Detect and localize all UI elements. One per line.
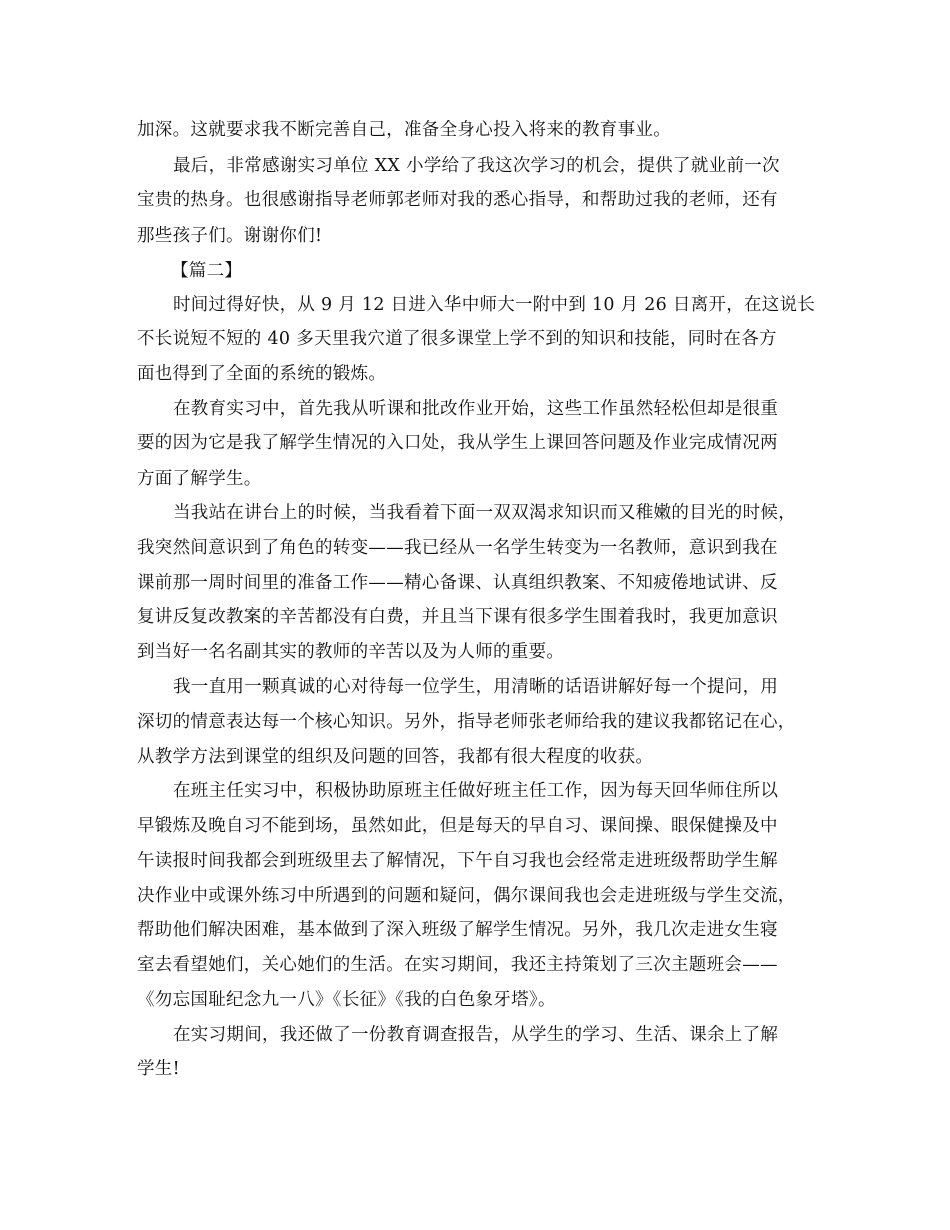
text-line: 早锻炼及晚自习不能到场，虽然如此，但是每天的早自习、课间操、眼保健操及中 xyxy=(137,816,778,836)
text-line: 不长说短不短的 40 多天里我穴道了很多课堂上学不到的知识和技能，同时在各方 xyxy=(137,329,777,349)
text-line: 时间过得好快，从 9 月 12 日进入华中师大一附中到 10 月 26 日离开，在这说长 xyxy=(173,295,816,315)
text-line: 最后，非常感谢实习单位 XX 小学给了我这次学习的机会，提供了就业前一次 xyxy=(173,156,780,176)
text-line: 面也得到了全面的系统的锻炼。 xyxy=(137,364,387,384)
text-line: 在教育实习中，首先我从听课和批改作业开始，这些工作虽然轻松但却是很重 xyxy=(173,399,779,419)
text-line: 复讲反复改教案的辛苦都没有白费，并且当下课有很多学生围着我时，我更加意识 xyxy=(137,607,778,627)
text-line: 深切的情意表达每一个核心知识。另外，指导老师张老师给我的建议我都铭记在心， xyxy=(137,712,796,732)
text-line: 室去看望她们，关心她们的生活。在实习期间，我还主持策划了三次主题班会—— xyxy=(137,955,778,975)
text-line: 当我站在讲台上的时候，当我看着下面一双双渴求知识而又稚嫩的目光的时候， xyxy=(173,503,796,523)
text-line: 在班主任实习中，积极协助原班主任做好班主任工作，因为每天回华师住所以 xyxy=(173,781,779,801)
text-line: 我突然间意识到了角色的转变——我已经从一名学生转变为一名教师，意识到我在 xyxy=(137,538,778,558)
text-line: 午读报时间我都会到班级里去了解情况，下午自习我也会经常走进班级帮助学生解 xyxy=(137,851,778,871)
section-heading: 【篇二】 xyxy=(171,261,243,281)
text-line: 那些孩子们。谢谢你们! xyxy=(137,226,323,246)
text-line: 加深。这就要求我不断完善自己，准备全身心投入将来的教育事业。 xyxy=(137,120,671,140)
text-line: 课前那一周时间里的准备工作——精心备课、认真组织教案、不知疲倦地试讲、反 xyxy=(137,573,778,593)
text-line: 要的因为它是我了解学生情况的入口处，我从学生上课回答问题及作业完成情况两 xyxy=(137,433,778,453)
text-line: 帮助他们解决困难，基本做到了深入班级了解学生情况。另外，我几次走进女生寝 xyxy=(137,920,778,940)
text-line: 决作业中或课外练习中所遇到的问题和疑问，偶尔课间我也会走进班级与学生交流， xyxy=(137,886,796,906)
text-line: 我一直用一颗真诚的心对待每一位学生，用清晰的话语讲解好每一个提问，用 xyxy=(173,677,779,697)
text-line: 到当好一名名副其实的教师的辛苦以及为人师的重要。 xyxy=(137,642,565,662)
text-line: 宝贵的热身。也很感谢指导老师郭老师对我的悉心指导，和帮助过我的老师，还有 xyxy=(137,190,778,210)
text-line: 学生! xyxy=(137,1059,180,1079)
text-line: 从教学方法到课堂的组织及问题的回答，我都有很大程度的收获。 xyxy=(137,747,654,767)
text-line: 《勿忘国耻纪念九一八》《长征》《我的白色象牙塔》。 xyxy=(137,990,556,1010)
text-line: 方面了解学生。 xyxy=(137,469,262,489)
text-line: 在实习期间，我还做了一份教育调查报告，从学生的学习、生活、课余上了解 xyxy=(173,1025,779,1045)
